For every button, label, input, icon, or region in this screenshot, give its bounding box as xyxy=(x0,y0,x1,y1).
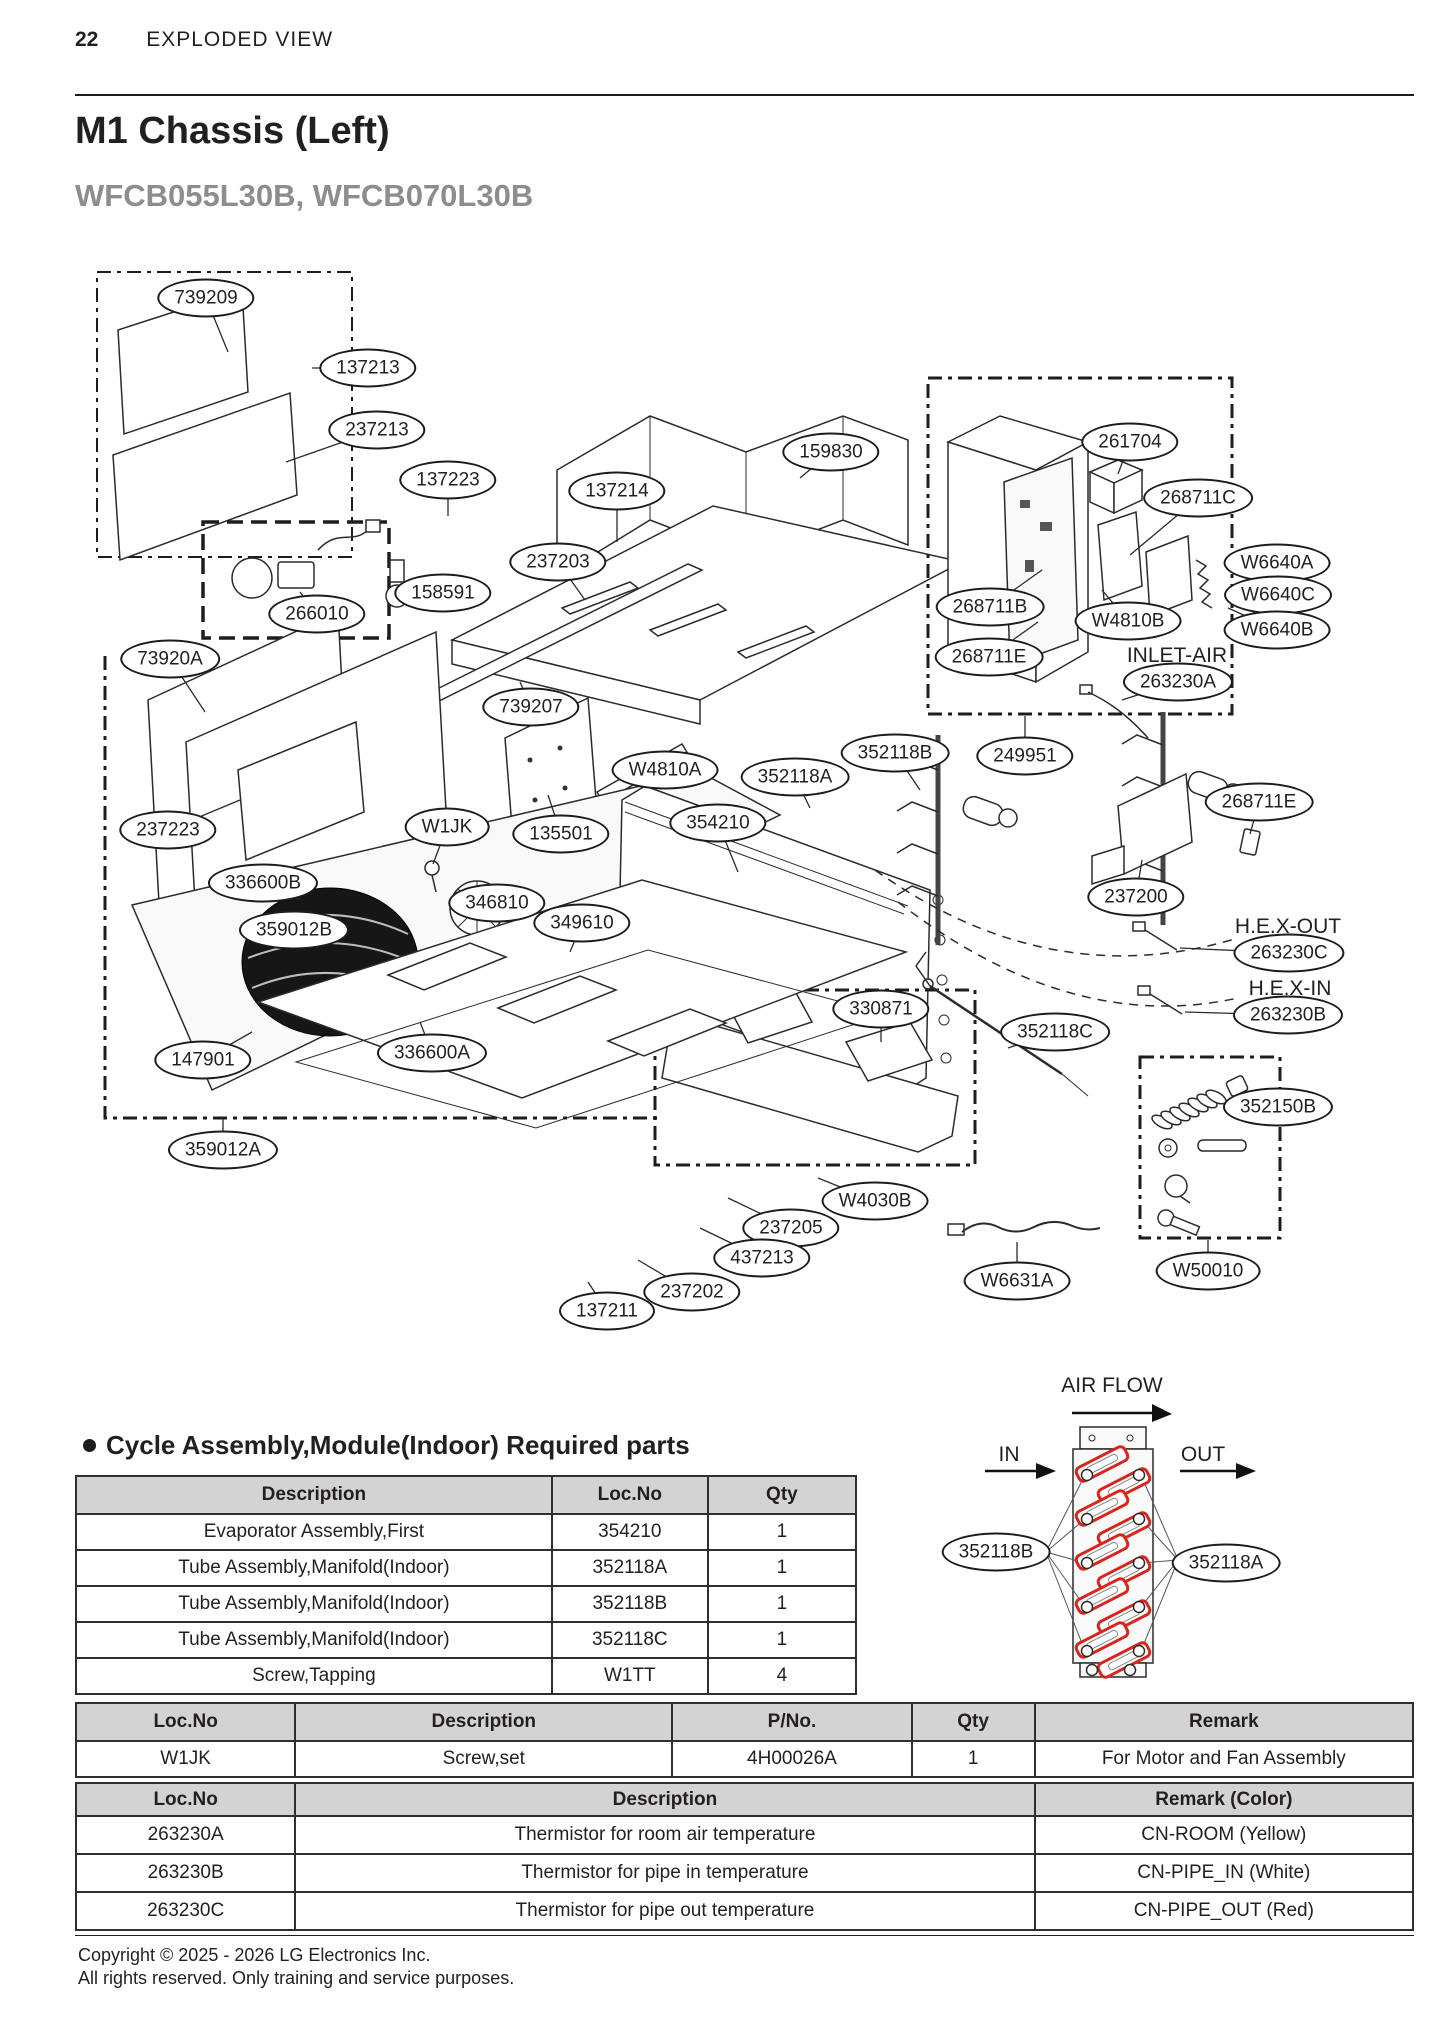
table-cell: CN-ROOM (Yellow) xyxy=(1035,1816,1413,1854)
part-label-W6640A: W6640A xyxy=(1224,544,1331,583)
part-label-268711E: 268711E xyxy=(935,638,1044,677)
part-label-137211: 137211 xyxy=(559,1292,655,1331)
model-numbers: WFCB055L30B, WFCB070L30B xyxy=(75,178,534,213)
part-label-237205: 237205 xyxy=(742,1209,839,1248)
part-label-263230C: 263230C xyxy=(1233,934,1344,973)
part-label-263230B: 263230B xyxy=(1233,996,1343,1035)
table-cell: 1 xyxy=(708,1622,856,1658)
table-cell: 1 xyxy=(708,1514,856,1550)
part-label-137213: 137213 xyxy=(319,349,416,388)
part-label-268711E: 268711E xyxy=(1205,783,1314,822)
page-number: 22 xyxy=(75,28,99,51)
part-label-349610: 349610 xyxy=(533,904,630,943)
part-label-352118B: 352118B xyxy=(942,1533,1051,1572)
column-header: Description xyxy=(295,1703,672,1741)
table-cell: Screw,Tapping xyxy=(76,1658,552,1694)
table-cell: For Motor and Fan Assembly xyxy=(1035,1741,1413,1777)
part-label-346810: 346810 xyxy=(448,884,545,923)
part-label-330871: 330871 xyxy=(832,990,929,1029)
column-header: Description xyxy=(295,1783,1034,1816)
air-flow-diagram xyxy=(985,1404,1256,1679)
column-header: Qty xyxy=(708,1476,856,1514)
diagram-text-h-e-x-in: H.E.X-IN xyxy=(1248,977,1332,1000)
table-cell: 1 xyxy=(912,1741,1035,1777)
table-cell: Thermistor for pipe in temperature xyxy=(295,1854,1034,1892)
part-label-158591: 158591 xyxy=(394,574,491,613)
table-row xyxy=(76,1658,856,1694)
part-label-W4030B: W4030B xyxy=(822,1182,929,1221)
part-label-237213: 237213 xyxy=(328,411,425,450)
table-cell: 4H00026A xyxy=(672,1741,911,1777)
column-header: Loc.No xyxy=(76,1703,295,1741)
table-cell: 4 xyxy=(708,1658,856,1694)
chapter-title: EXPLODED VIEW xyxy=(146,28,334,51)
table-row xyxy=(76,1586,856,1622)
part-label-137214: 137214 xyxy=(568,472,665,511)
table-row xyxy=(76,1550,856,1586)
part-label-359012A: 359012A xyxy=(168,1131,278,1170)
part-label-249951: 249951 xyxy=(976,737,1073,776)
part-label-237202: 237202 xyxy=(643,1273,740,1312)
part-label-352118B: 352118B xyxy=(841,734,950,773)
part-label-739209: 739209 xyxy=(157,279,254,318)
part-label-W6640C: W6640C xyxy=(1224,576,1332,615)
page-title: M1 Chassis (Left) xyxy=(75,110,390,152)
part-label-268711C: 268711C xyxy=(1143,479,1253,518)
column-header: Qty xyxy=(912,1703,1035,1741)
diagram-text-h-e-x-out: H.E.X-OUT xyxy=(1234,915,1342,938)
table-cell: 263230C xyxy=(76,1892,295,1930)
table-cell: W1JK xyxy=(76,1741,295,1777)
diagram-text-out: OUT xyxy=(1180,1443,1226,1466)
table-cell: Screw,set xyxy=(295,1741,672,1777)
part-label-336600B: 336600B xyxy=(208,864,318,903)
column-header: P/No. xyxy=(672,1703,911,1741)
table-row xyxy=(76,1816,1413,1854)
part-label-352118C: 352118C xyxy=(1000,1013,1110,1052)
part-label-336600A: 336600A xyxy=(377,1034,487,1073)
table-row xyxy=(76,1514,856,1550)
table-row xyxy=(76,1854,1413,1892)
part-label-739207: 739207 xyxy=(482,688,579,727)
table-cell: Thermistor for room air temperature xyxy=(295,1816,1034,1854)
part-label-237200: 237200 xyxy=(1087,878,1184,917)
part-label-352118A: 352118A xyxy=(741,758,850,797)
diagram-text-in: IN xyxy=(998,1443,1020,1466)
table-cell: Tube Assembly,Manifold(Indoor) xyxy=(76,1586,552,1622)
part-label-W4810A: W4810A xyxy=(612,751,719,790)
part-label-W1JK: W1JK xyxy=(405,808,490,847)
part-label-352150B: 352150B xyxy=(1223,1088,1333,1127)
column-header: Remark xyxy=(1035,1703,1413,1741)
part-label-237203: 237203 xyxy=(509,543,606,582)
part-label-W6640B: W6640B xyxy=(1224,611,1331,650)
parts-section-title: Cycle Assembly,Module(Indoor) Required parts xyxy=(106,1430,690,1460)
part-label-352118A: 352118A xyxy=(1172,1544,1281,1583)
table-cell: CN-PIPE_OUT (Red) xyxy=(1035,1892,1413,1930)
table-cell: Tube Assembly,Manifold(Indoor) xyxy=(76,1550,552,1586)
part-label-W6631A: W6631A xyxy=(964,1262,1071,1301)
part-label-263230A: 263230A xyxy=(1123,663,1233,702)
table-cell: Tube Assembly,Manifold(Indoor) xyxy=(76,1622,552,1658)
part-label-159830: 159830 xyxy=(782,433,879,472)
table-cell: 263230B xyxy=(76,1854,295,1892)
diagram-text-inlet-air: INLET-AIR xyxy=(1126,644,1228,667)
part-label-73920A: 73920A xyxy=(120,640,220,679)
part-label-437213: 437213 xyxy=(713,1239,810,1278)
table-cell: 352118A xyxy=(552,1550,708,1586)
diagram-text-air-flow: AIR FLOW xyxy=(1061,1374,1163,1397)
table-cell: Thermistor for pipe out temperature xyxy=(295,1892,1034,1930)
table-cell: 1 xyxy=(708,1586,856,1622)
table-header-row xyxy=(76,1476,856,1514)
part-label-137223: 137223 xyxy=(399,461,496,500)
table-cell: 263230A xyxy=(76,1816,295,1854)
part-label-W4810B: W4810B xyxy=(1075,602,1182,641)
table-cell: 1 xyxy=(708,1550,856,1586)
screw-set-table xyxy=(75,1702,1414,1778)
part-label-359012B: 359012B xyxy=(239,911,349,950)
table-header-row xyxy=(76,1703,1413,1741)
copyright-line: Copyright © 2025 - 2026 LG Electronics Inc. xyxy=(78,1945,431,1965)
table-cell: CN-PIPE_IN (White) xyxy=(1035,1854,1413,1892)
part-label-237223: 237223 xyxy=(119,811,216,850)
table-row xyxy=(76,1622,856,1658)
column-header: Loc.No xyxy=(76,1783,295,1816)
table-cell: 354210 xyxy=(552,1514,708,1550)
table-cell: Evaporator Assembly,First xyxy=(76,1514,552,1550)
part-label-266010: 266010 xyxy=(268,595,365,634)
table-cell: W1TT xyxy=(552,1658,708,1694)
part-label-147901: 147901 xyxy=(154,1041,251,1080)
rights-line: All rights reserved. Only training and service purposes. xyxy=(78,1968,515,1988)
column-header: Description xyxy=(76,1476,552,1514)
table-row xyxy=(76,1892,1413,1930)
part-label-261704: 261704 xyxy=(1081,423,1178,462)
table-cell: 352118B xyxy=(552,1586,708,1622)
column-header: Loc.No xyxy=(552,1476,708,1514)
part-label-268711B: 268711B xyxy=(936,588,1045,627)
table-cell: 352118C xyxy=(552,1622,708,1658)
thermistor-table xyxy=(75,1782,1414,1931)
required-parts-table xyxy=(75,1475,857,1695)
column-header: Remark (Color) xyxy=(1035,1783,1413,1816)
part-label-354210: 354210 xyxy=(669,804,766,843)
part-label-135501: 135501 xyxy=(512,815,609,854)
table-row xyxy=(76,1741,1413,1777)
part-label-W50010: W50010 xyxy=(1156,1252,1261,1291)
table-header-row xyxy=(76,1783,1413,1816)
